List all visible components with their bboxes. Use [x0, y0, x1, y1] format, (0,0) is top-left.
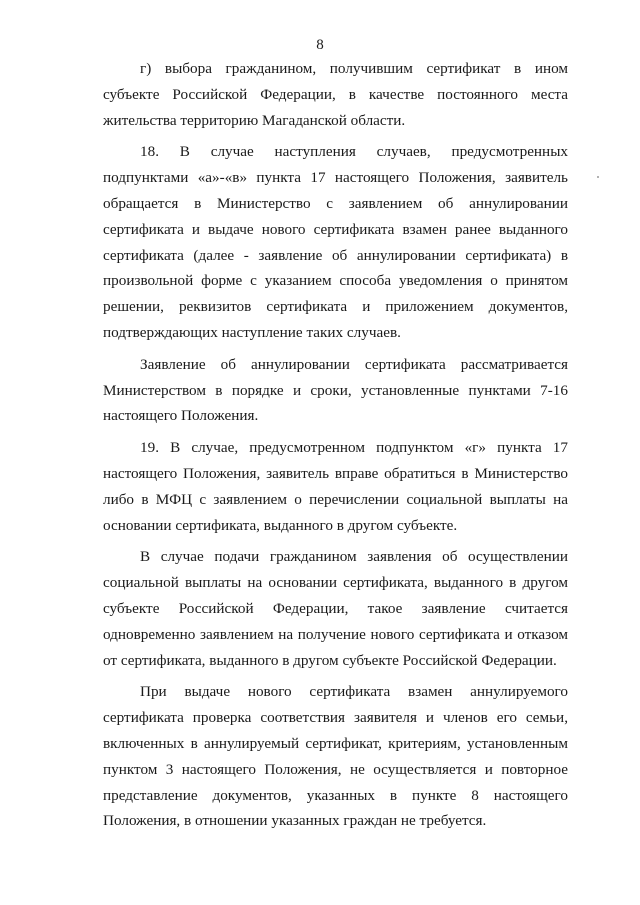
paragraph-19: 19. В случае, предусмотренном подпунктом «г» пункта 17 настоящего Положения, заявитель вправе обратиться в Министерство либо в МФЦ с заявлением о перечислении социальной выплаты на основании сертификата, выданного в другом субъекте.: [103, 439, 568, 534]
document-body: [103, 56, 568, 840]
paragraph-18: 18. В случае наступления случаев, предусмотренных подпунктами «а»-«в» пункта 17 настоящего Положения, заявитель обращается в Министерство с заявлением об аннулировании сертификата и выдаче нового сертификата взамен ранее выданного сертификата (далее - заявление об аннулировании сертификата) в произвольной форме с указанием способа уведомления о принятом решении, реквизитов сертификата и приложением документов, подтверждающих наступление таких случаев.: [103, 143, 568, 341]
paragraph-subitem-g: г) выбора гражданином, получившим сертификат в ином субъекте Российской Федерации, в качестве постоянного места жительства территорию Магаданской области.: [103, 60, 568, 129]
paragraph-application-review: Заявление об аннулировании сертификата рассматривается Министерством в порядке и сроки, установленные пунктами 7-16 настоящего Положения.: [103, 355, 568, 425]
paragraph-application-other-region: В случае подачи гражданином заявления об осуществлении социальной выплаты на основании сертификата, выданного в другом субъекте Российской Федерации, такое заявление считается одновременно заявлением на получение нового сертификата и отказом от сертификата, выданного в другом субъекте Российской Федерации.: [103, 548, 568, 669]
page-number: 8: [316, 37, 324, 53]
paragraph-new-certificate-issuance: При выдаче нового сертификата взамен аннулируемого сертификата проверка соответствия заявителя и членов его семьи, включенных в аннулируемый сертификат, критериям, установленным пунктом 3 настоящего Положения, не осуществляется и повторное представление документов, указанных в пункте 8 настоящего Положения, в отношении указанных граждан не требуется.: [103, 683, 568, 830]
scan-speck: [597, 176, 599, 178]
